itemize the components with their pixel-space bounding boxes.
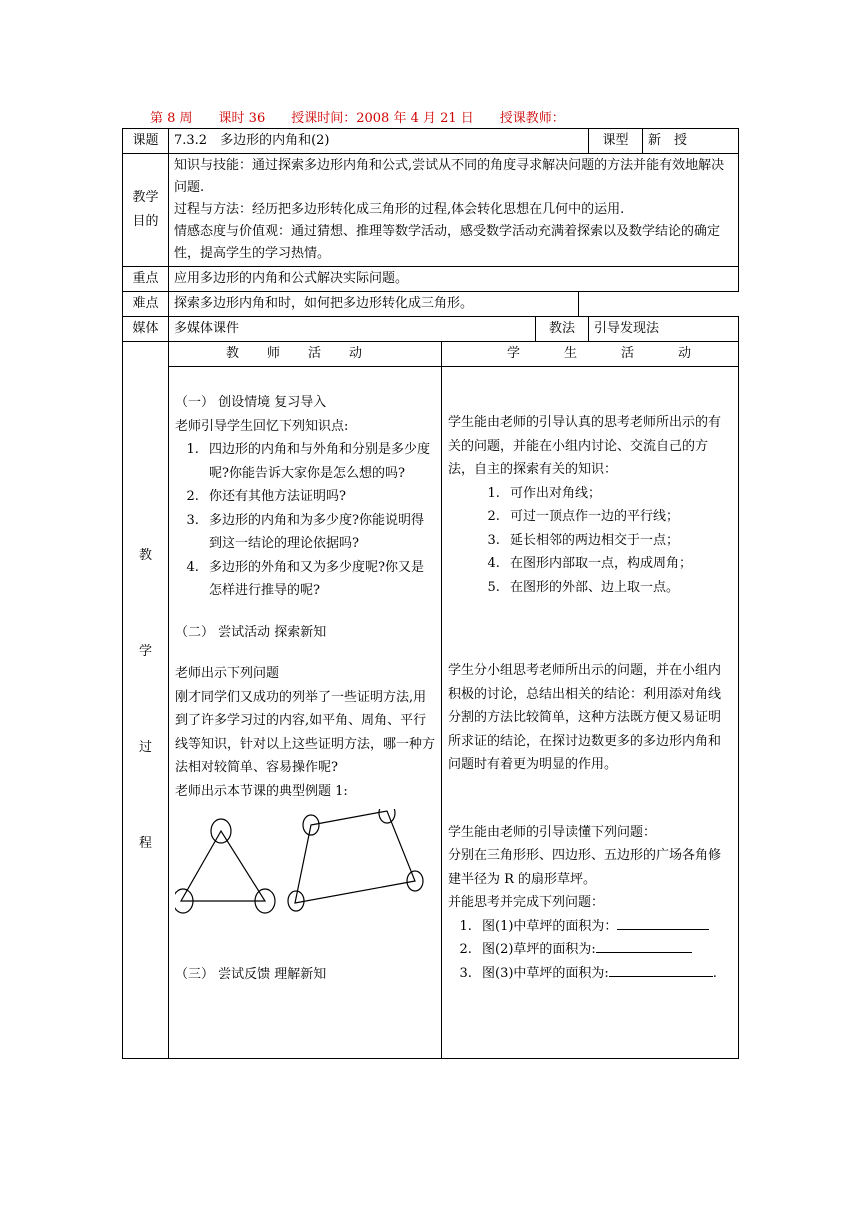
- student-paragraph-3c: 并能思考并完成下列问题：: [448, 895, 605, 910]
- section-1-title: （一） 创设情境 复习导入: [175, 395, 327, 410]
- quadrilateral-shape: [295, 811, 415, 903]
- teacher-header-char: 师: [266, 346, 280, 361]
- difficult-label: 难点: [123, 292, 169, 317]
- student-header-char: 学: [506, 346, 520, 361]
- answer-blank: [617, 929, 709, 930]
- list-item: [476, 938, 732, 962]
- section-1-intro: 老师引导学生回忆下列知识点:: [175, 418, 349, 434]
- student-methods: [448, 482, 732, 600]
- teacher-header-char: 动: [348, 346, 362, 361]
- week: 第 8 周: [150, 111, 193, 126]
- goal-knowledge: 知识与技能：通过探索多边形内角和公式,尝试从不同的角度寻求解决问题的方法并能有效地解决问题.: [174, 158, 725, 195]
- student-header-char: 活: [620, 346, 634, 361]
- student-header-char: 生: [563, 346, 577, 361]
- goal-content: [169, 154, 739, 267]
- difficult-row: [123, 292, 739, 317]
- list-item: [476, 962, 732, 986]
- lesson-header: [150, 107, 591, 126]
- student-paragraph-2: 学生分小组思考老师所出示的问题，并在小组内积极的讨论，总结出相关的结论：利用添对角线分割的方法比较简单，这种方法既方便又易证明所求证的结论，在探讨边数更多的多边形内角和问题时有着更为明显的作用。: [448, 663, 722, 772]
- goal-process: 过程与方法：经历把多边形转化成三角形的过程,体会转化思想在几何中的运用.: [174, 202, 625, 217]
- goal-label-text: 教学 目的: [132, 190, 159, 229]
- student-paragraph-3: 学生能由老师的引导读懂下列问题：: [448, 824, 657, 840]
- media-value: 多媒体课件: [169, 317, 536, 342]
- list-item: 2. 可过一顶点作一边的平行线；: [504, 505, 732, 529]
- question-text: 图(3)中草坪的面积为:: [482, 965, 609, 981]
- student-header-char: 动: [677, 346, 691, 361]
- example-intro: 老师出示本节课的典型例题 1:: [175, 783, 348, 799]
- type-value: 新 授: [643, 129, 739, 154]
- type-label: 课型: [589, 129, 643, 154]
- teacher-activity: [169, 367, 442, 1059]
- topic-value: 7.3.2 多边形的内角和(2): [169, 129, 589, 154]
- topic-row: [123, 129, 739, 154]
- process-char-1: 教: [138, 548, 152, 563]
- list-item: 4. 在图形内部取一点，构成周角；: [504, 552, 732, 576]
- student-paragraph-1: 学生能由老师的引导认真的思考老师所出示的有关的问题，并能在小组内讨论、交流自己的方法，自主的探索有关的知识：: [448, 415, 722, 477]
- list-item: 1. 可作出对角线；: [504, 482, 732, 506]
- topic-label: 课题: [123, 129, 169, 154]
- quadrilateral-figure: [288, 809, 423, 911]
- area-questions: [448, 915, 732, 986]
- answer-blank: [609, 976, 713, 977]
- media-row: [123, 317, 739, 342]
- lesson-date: 授课时间：2008 年 4 月 21 日: [291, 111, 474, 126]
- key-value: 应用多边形的内角和公式解决实际问题。: [169, 267, 739, 292]
- process-char-3: 过: [138, 740, 152, 755]
- list-item: 1. 四边形的内角和与外角和分别是多少度呢?你能告诉大家你是怎么想的吗?: [203, 438, 435, 485]
- process-char-4: 程: [138, 836, 152, 851]
- media-label: 媒体: [123, 317, 169, 342]
- difficult-value: 探索多边形内角和时，如何把多边形转化成三角形。: [169, 292, 579, 317]
- process-char-2: 学: [138, 644, 152, 659]
- goal-label: [123, 154, 169, 267]
- key-row: [123, 267, 739, 292]
- list-item: 2. 你还有其他方法证明吗?: [203, 485, 435, 509]
- student-activity-header: [442, 342, 739, 367]
- list-item: 3. 延长相邻的两边相交于一点；: [504, 529, 732, 553]
- teacher-label: 授课教师：: [499, 111, 565, 126]
- key-label: 重点: [123, 267, 169, 292]
- answer-blank: [596, 952, 692, 953]
- question-text: 图(2)草坪的面积为:: [482, 942, 596, 957]
- lesson-plan-table: [122, 128, 739, 1059]
- question-end: .: [712, 965, 717, 981]
- section-3-title: （三） 尝试反馈 理解新知: [175, 967, 327, 982]
- activity-content-row: [123, 367, 739, 1059]
- triangle-figure: [175, 819, 275, 913]
- teacher-header-char: 活: [307, 346, 321, 361]
- section-2-intro: 老师出示下列问题: [175, 666, 280, 681]
- goal-emotion: 情感态度与价值观：通过猜想、推理等数学活动，感受数学活动充满着探索以及数学结论的确定性，提高学生的学习热情。: [174, 224, 721, 261]
- review-questions: [175, 438, 435, 603]
- method-value: 引导发现法: [589, 317, 739, 342]
- list-item: 4. 多边形的外角和又为多少度呢?你又是怎样进行推导的呢?: [203, 556, 435, 603]
- process-label: [123, 342, 169, 1059]
- activity-header-row: [123, 342, 739, 367]
- list-item: 3. 多边形的内角和为多少度?你能说明得到这一结论的理论依据吗?: [203, 509, 435, 556]
- section-2-text: 刚才同学们又成功的列举了一些证明方法,用到了许多学习过的内容,如平角、周角、平行线等知识，针对以上这些证明方法，哪一种方法相对较简单、容易操作呢?: [175, 689, 436, 775]
- method-label: 教法: [536, 317, 589, 342]
- teacher-header-char: 教: [225, 346, 239, 361]
- goal-row: [123, 154, 739, 267]
- example-figures: [175, 809, 435, 919]
- triangle-shape: [181, 831, 265, 901]
- list-item: 5. 在图形的外部、边上取一点。: [504, 576, 732, 600]
- question-text: 图(1)中草坪的面积为：: [482, 918, 618, 934]
- period: 课时 36: [218, 111, 266, 126]
- student-paragraph-3b: 分别在三角形形、四边形、五边形的广场各角修建半径为 R 的扇形草坪。: [448, 848, 722, 887]
- student-activity: [442, 367, 739, 1059]
- list-item: [476, 915, 732, 939]
- section-2-title: （二） 尝试活动 探索新知: [175, 624, 327, 640]
- teacher-activity-header: [169, 342, 442, 367]
